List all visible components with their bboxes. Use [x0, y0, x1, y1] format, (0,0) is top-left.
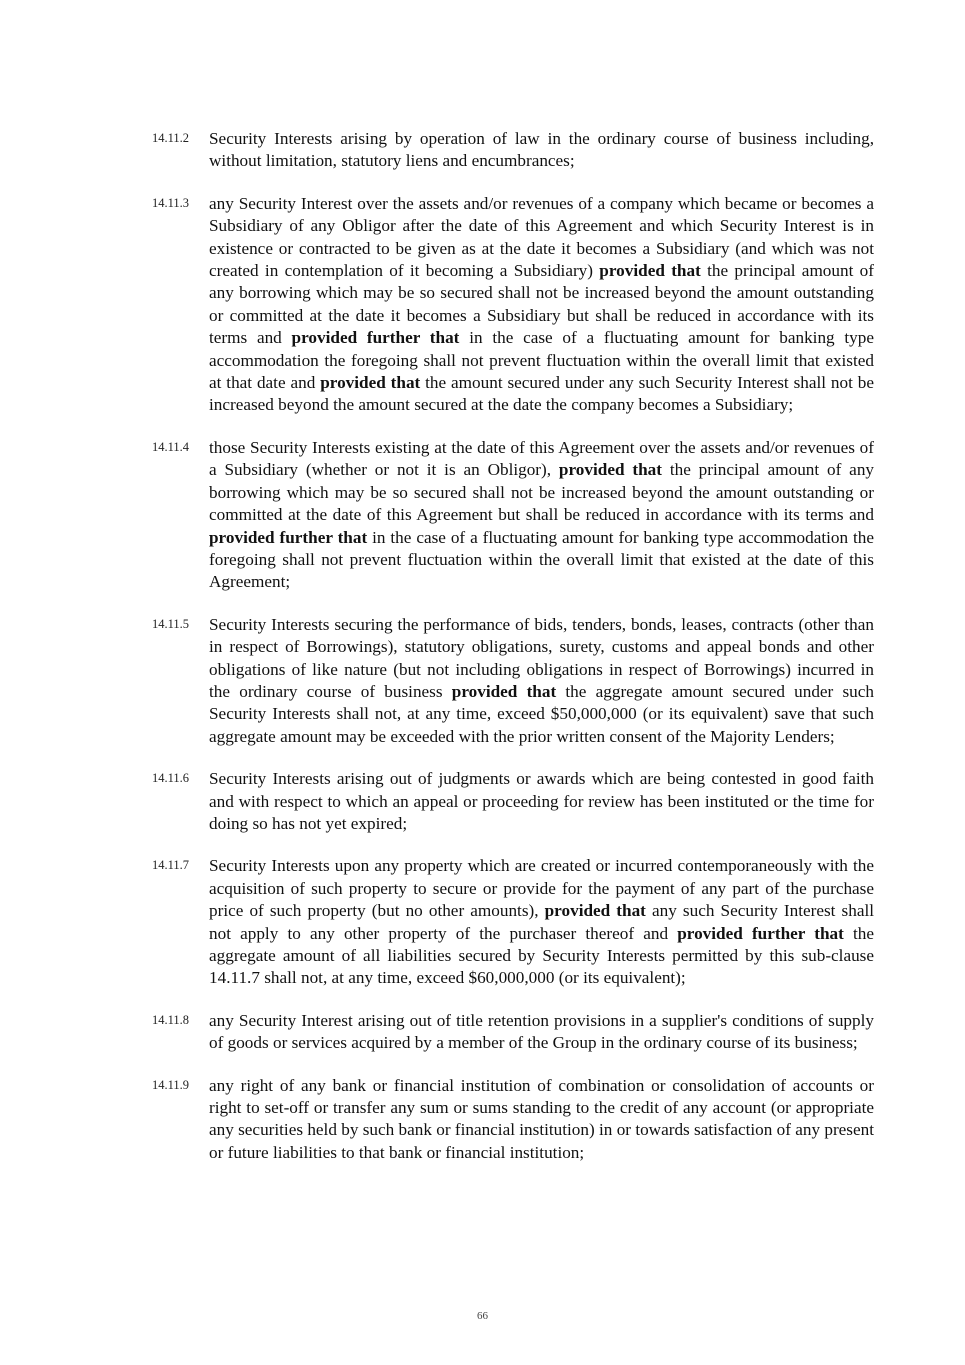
page-number: 66: [477, 1310, 488, 1322]
clause-number: 14.11.8: [152, 1012, 190, 1027]
clause-text: any Security Interest arising out of title retention provisions in a supplier's conditions of supply of goods or services acquired by a member of the Group in the ordinary course of its business;: [209, 1010, 874, 1053]
clause-text: any Security Interest over the assets and/or revenues of a company which became or becomes a Subsidiary of any Obligor after the date of this Agreement and which Security Interest is in existence or contracted to be given as at the date it becomes a Subsidiary (and which was not created in contemplation of it becoming a Subsidiary) provided that the principal amount of any borrowing which may be so secured shall not be increased beyond the amount outstanding or committed at the date it becomes a Subsidiary but shall be reduced in accordance with its terms and provided further that in the case of a fluctuating amount for banking type accommodation the foregoing shall not prevent fluctuation within the overall limit that existed at that date and provided that the amount secured under any such Security Interest shall not be increased beyond the amount secured at the date the company becomes a Subsidiary;: [209, 193, 875, 415]
clause-14-11-2: [152, 128, 874, 173]
clause-14-11-7: [152, 855, 874, 989]
bold-proviso: provided that: [558, 460, 662, 480]
clause-number: 14.11.4: [152, 439, 190, 454]
clause-14-11-6: [152, 768, 874, 835]
clause-list: [152, 128, 874, 1184]
clause-text: Security Interests upon any property which are created or incurred contemporaneously with the acquisition of such property to secure or provide for the payment of any part of the purchase price of such property (but no other amounts), provided that any such Security Interest shall not apply to any other property of the purchaser thereof and provided further that the aggregate amount of all liabilities secured by Security Interests permitted by this sub-clause 14.11.7 shall not, at any time, exceed $60,000,000 (or its equivalent);: [209, 856, 874, 988]
clause-number: 14.11.9: [152, 1077, 190, 1092]
bold-proviso: provided that: [451, 681, 557, 701]
clause-text: any right of any bank or financial institution of combination or consolidation of accounts or right to set-off or transfer any sum or sums standing to the credit of any account (or appropriate any securities held by such bank or financial institution) in or towards satisfaction of any present or future liabilities to that bank or financial institution;: [209, 1075, 874, 1162]
clause-number: 14.11.2: [152, 131, 190, 145]
clause-text: Security Interests securing the performance of bids, tenders, bonds, leases, contracts (other than in respect of Borrowings), statutory obligations, surety, customs and appeal bonds and other obligations of like nature (but not including obligations in respect of Borrowings) incurred in the ordinary course of business provided that the aggregate amount secured under such Security Interests shall not, at any time, exceed $50,000,000 (or its equivalent) save that such aggregate amount may be exceeded with the prior written consent of the Majority Lenders;: [209, 614, 874, 746]
bold-proviso: provided further that: [209, 527, 368, 547]
bold-proviso: provided that: [599, 261, 701, 281]
clause-text: those Security Interests existing at the date of this Agreement over the assets and/or revenues of a Subsidiary (whether or not it is an Obligor), provided that the principal amount of any borrowing which may be so secured shall not be increased beyond the amount outstanding or committed at the date of this Agreement but shall be reduced in accordance with its terms and provided further that in the case of a fluctuating amount for banking type accommodation the foregoing shall not prevent fluctuation within the overall limit that existed at the date of this Agreement;: [209, 437, 875, 592]
clause-text: Security Interests arising out of judgments or awards which are being contested in good faith and with respect to which an appeal or proceeding for review has been instituted or the time for doing so has not yet expired;: [209, 769, 874, 833]
bold-proviso: provided further that: [677, 923, 844, 943]
clause-number: 14.11.3: [152, 195, 190, 210]
clause-14-11-3: [152, 193, 874, 417]
bold-proviso: provided that: [544, 901, 646, 921]
clause-14-11-8: [152, 1010, 874, 1055]
clause-text: Security Interests arising by operation of law in the ordinary course of business including, without limitation, statutory liens and encumbrances;: [209, 129, 874, 171]
clause-14-11-4: [152, 437, 874, 594]
clause-14-11-5: [152, 614, 874, 748]
clause-number: 14.11.5: [152, 616, 190, 631]
clause-number: 14.11.6: [152, 771, 190, 786]
clause-14-11-9: [152, 1075, 874, 1165]
bold-proviso: provided that: [320, 373, 421, 393]
bold-proviso: provided further that: [291, 328, 460, 348]
clause-number: 14.11.7: [152, 858, 190, 873]
